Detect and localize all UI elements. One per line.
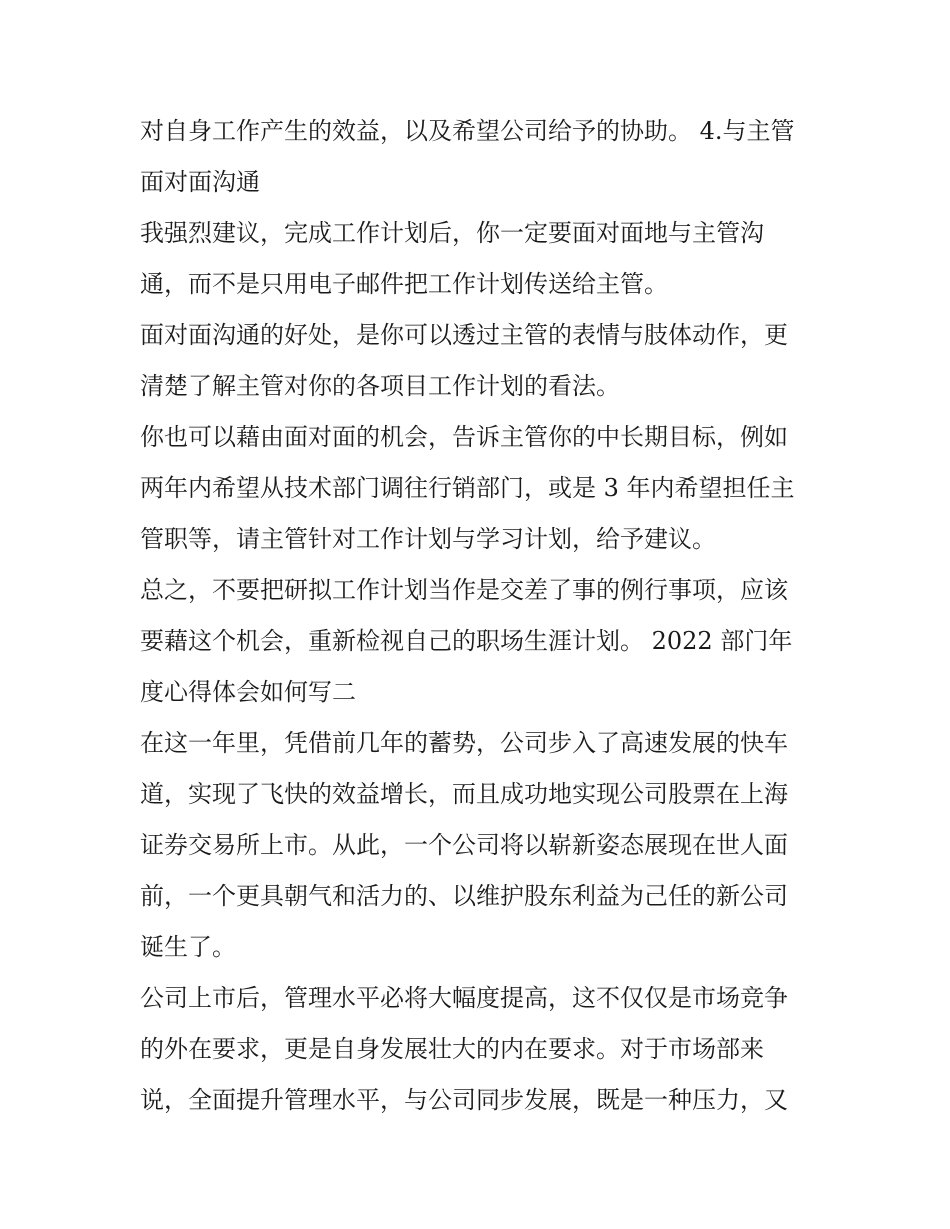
text-line: 清楚了解主管对你的各项目工作计划的看法。 xyxy=(140,372,620,400)
text-line: 面对面沟通 xyxy=(140,168,260,196)
text-line: 对自身工作产生的效益，以及希望公司给予的协助。 4.与主管 xyxy=(140,117,795,145)
text-line: 你也可以藉由面对面的机会，告诉主管你的中长期目标，例如 xyxy=(140,423,788,451)
text-line: 我强烈建议，完成工作计划后，你一定要面对面地与主管沟 xyxy=(140,219,764,247)
text-line: 证券交易所上市。从此，一个公司将以崭新姿态展现在世人面 xyxy=(140,831,788,859)
text-line: 度心得体会如何写二 xyxy=(140,678,356,706)
text-line: 面对面沟通的好处，是你可以透过主管的表情与肢体动作，更 xyxy=(140,321,788,349)
text-line: 前，一个更具朝气和活力的、以维护股东利益为己任的新公司 xyxy=(140,882,788,910)
text-line: 总之，不要把研拟工作计划当作是交差了事的例行事项，应该 xyxy=(140,576,788,604)
text-line: 道，实现了飞快的效益增长，而且成功地实现公司股票在上海 xyxy=(140,780,788,808)
text-line: 的外在要求，更是自身发展壮大的内在要求。对于市场部来 xyxy=(140,1035,764,1063)
text-line: 管职等，请主管针对工作计划与学习计划，给予建议。 xyxy=(140,525,716,553)
document-body xyxy=(140,106,830,1126)
text-line: 说，全面提升管理水平，与公司同步发展，既是一种压力，又 xyxy=(140,1086,788,1114)
text-line: 公司上市后，管理水平必将大幅度提高，这不仅仅是市场竞争 xyxy=(140,984,788,1012)
text-line: 要藉这个机会，重新检视自己的职场生涯计划。 2022 部门年 xyxy=(140,627,793,655)
text-line: 在这一年里，凭借前几年的蓄势，公司步入了高速发展的快车 xyxy=(140,729,788,757)
text-line: 两年内希望从技术部门调往行销部门，或是 3 年内希望担任主 xyxy=(140,474,795,502)
text-line: 诞生了。 xyxy=(140,933,236,961)
text-line: 通，而不是只用电子邮件把工作计划传送给主管。 xyxy=(140,270,668,298)
